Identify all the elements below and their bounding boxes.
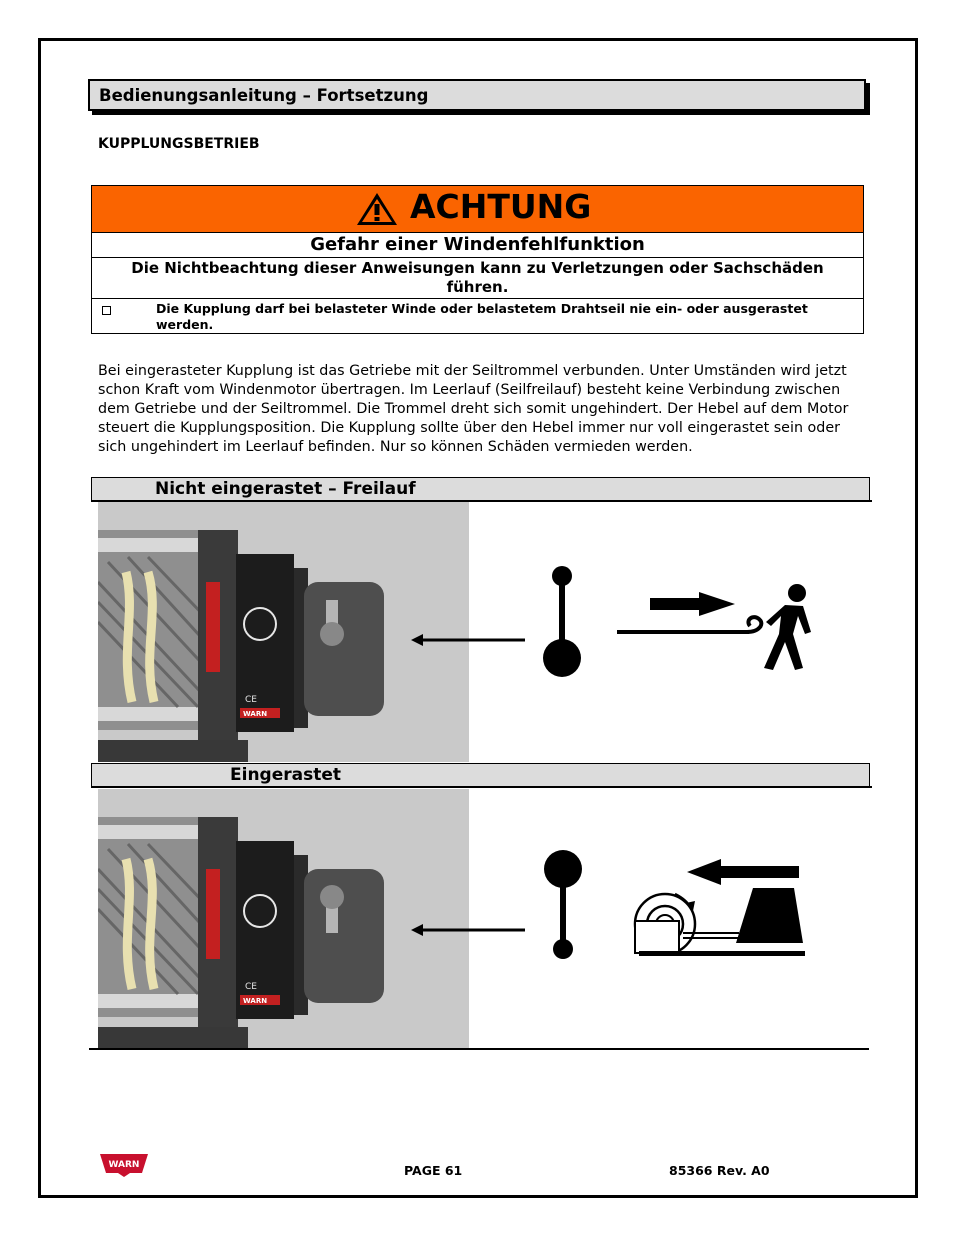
person-walking-icon xyxy=(764,584,811,670)
warning-item-text: Die Kupplung darf bei belasteter Winde oder belastetem Drahtseil nie ein- oder ausgerastet werden. xyxy=(156,301,808,332)
warning-triangle-icon xyxy=(355,191,399,227)
signal-word: ACHTUNG xyxy=(410,187,592,226)
lever-engaged-icon xyxy=(544,850,582,959)
warning-panel xyxy=(91,185,864,334)
winch-pulling-load-icon xyxy=(635,888,805,956)
lever-disengaged-icon xyxy=(543,566,581,677)
left-arrow-icon xyxy=(411,634,525,646)
warning-list-item xyxy=(92,300,863,333)
warning-header xyxy=(92,186,863,233)
photo-brand-label: WARN xyxy=(243,997,268,1005)
state-title: Nicht eingerastet – Freilauf xyxy=(155,479,416,499)
warn-logo xyxy=(98,1151,150,1181)
cable-hook-icon xyxy=(617,617,761,632)
hazard-consequence xyxy=(92,258,863,299)
section-title-bar xyxy=(88,79,866,111)
warn-logo-icon xyxy=(98,1151,150,1177)
photo-brand-label: WARN xyxy=(243,710,268,718)
state-bar-engaged xyxy=(91,763,870,787)
left-arrow-icon xyxy=(411,924,525,936)
section-title: Bedienungsanleitung – Fortsetzung xyxy=(99,86,429,105)
document-revision: 85366 Rev. A0 xyxy=(669,1163,770,1178)
divider-line xyxy=(91,786,872,788)
page-number: PAGE 61 xyxy=(404,1163,463,1178)
logo-text: WARN xyxy=(108,1160,140,1170)
ce-mark: CE xyxy=(245,695,257,705)
ce-mark: CE xyxy=(245,982,257,992)
body-paragraph: Bei eingerasteter Kupplung ist das Getriebe mit der Seiltrommel verbunden. Unter Umständen wird jetzt schon Kraft vom Windenmotor übertragen. Im Leerlauf (Seilfreilauf) besteht keine Verbindung zwischen dem Getriebe und der Seiltrommel. Die Trommel dreht sich somit ungehindert. Der Hebel auf dem Motor steuert die Kupplungsposition. Die Kupplung sollte über den Hebel immer nur voll eingerastet sein oder sich ungehindert im Leerlauf befinden. Nur so können Schäden vermieden werden. xyxy=(98,363,849,455)
pull-left-arrow-icon xyxy=(687,859,799,885)
state-title: Eingerastet xyxy=(230,765,341,785)
bottom-divider xyxy=(89,1048,869,1050)
lever-freespool-diagram xyxy=(409,560,829,680)
hazard-title: Gefahr einer Windenfehlfunktion xyxy=(92,233,863,258)
pull-right-arrow-icon xyxy=(650,592,735,616)
consequence-text: Die Nichtbeachtung dieser Anweisungen kann zu Verletzungen oder Sachschäden führen. xyxy=(131,259,824,296)
checkbox-bullet-icon xyxy=(102,306,111,315)
state-bar-freespool xyxy=(91,477,870,501)
lever-engaged-diagram xyxy=(409,845,829,965)
subsection-heading: KUPPLUNGSBETRIEB xyxy=(98,136,260,152)
